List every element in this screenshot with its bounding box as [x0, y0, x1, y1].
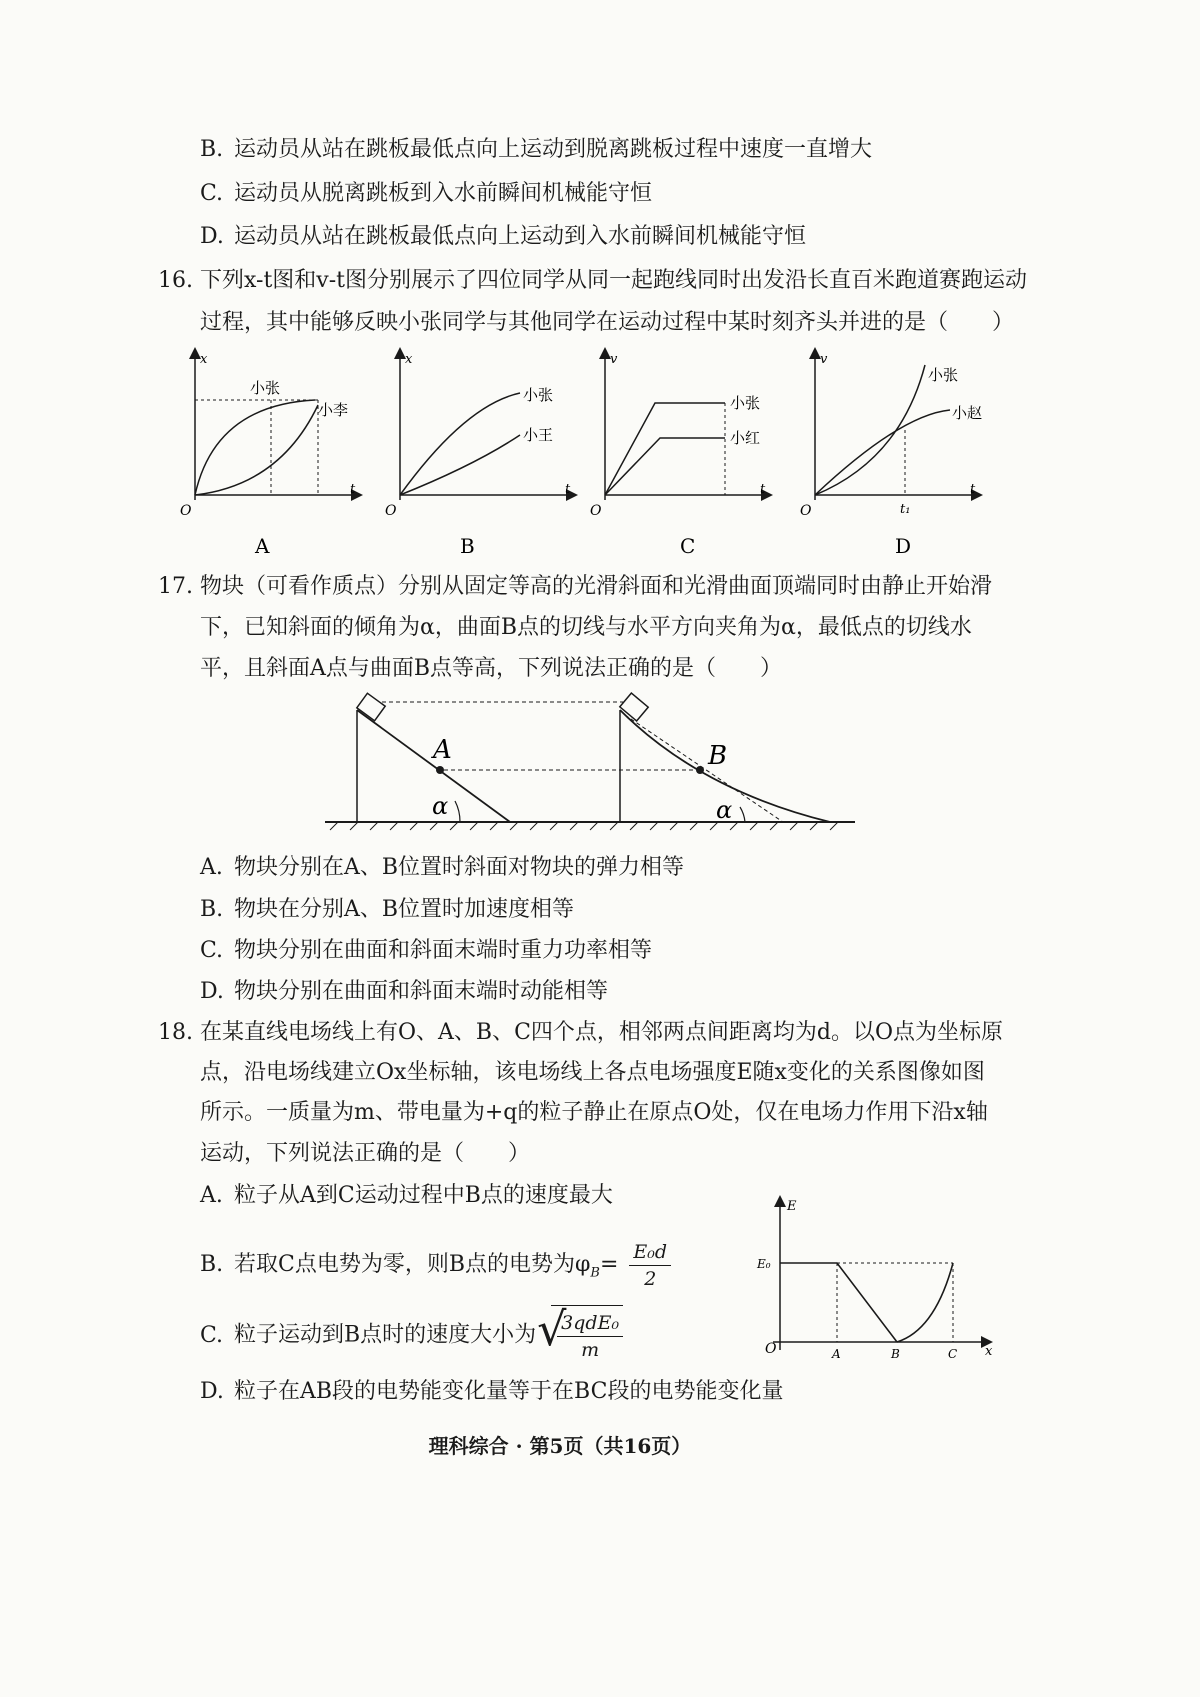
graph-c-x-label: t — [760, 482, 766, 497]
q17-label-b: B — [708, 741, 728, 771]
q17-stem-line1: 物块（可看作质点）分别从固定等高的光滑斜面和光滑曲面顶端同时由静止开始滑 — [200, 574, 993, 599]
graph-a-x-label: t — [350, 482, 356, 497]
graph-d-tick-t1: t₁ — [900, 502, 911, 517]
graph-d-caption: D — [895, 534, 912, 558]
q18-stem-line2: 点，沿电场线建立Ox坐标轴，该电场线上各点电场强度E随x变化的关系图像如图 — [200, 1060, 985, 1085]
graph-a-caption: A — [255, 534, 270, 558]
q17-option-d: D. 物块分别在曲面和斜面末端时动能相等 — [200, 979, 609, 1004]
q15-option-b: B. 运动员从站在跳板最低点向上运动到脱离跳板过程中速度一直增大 — [200, 137, 873, 162]
q18-graph-origin: O — [765, 1341, 777, 1357]
graph-c-label-hong: 小红 — [730, 429, 761, 447]
graph-b-label-wang: 小王 — [523, 426, 554, 444]
q18-graph-tick-c: C — [948, 1347, 958, 1361]
graph-c-origin: O — [590, 503, 602, 519]
graph-a-label-li: 小李 — [318, 401, 349, 419]
graph-c — [590, 350, 770, 558]
q18-stem-line3: 所示。一质量为m、带电量为+q的粒子静止在原点O处，仅在电场力作用下沿x轴 — [200, 1100, 988, 1125]
graph-d-x-label: t — [970, 482, 976, 497]
q17-label-a: A — [433, 735, 452, 765]
q17-angle-2: α — [716, 796, 733, 824]
graph-d-label-zhao: 小赵 — [952, 404, 983, 422]
q18-e-x-graph — [745, 1190, 1005, 1370]
graph-c-label-zhang: 小张 — [730, 394, 761, 412]
graph-b-caption: B — [460, 534, 475, 558]
graph-d-y-label: v — [820, 352, 828, 367]
q17-figure — [320, 690, 860, 840]
graph-b-x-label: t — [565, 482, 571, 497]
q16-number: 16. — [158, 268, 193, 293]
q17-option-b: B. 物块在分别A、B位置时加速度相等 — [200, 897, 575, 922]
q18-option-d: D. 粒子在AB段的电势能变化量等于在BC段的电势能变化量 — [200, 1379, 784, 1404]
q16-graphs — [170, 345, 990, 565]
q18-c-sqrt: √ $\frac{\text{3qdE₀}}{m}$ — [551, 1305, 623, 1366]
q18-option-c: C. 粒子运动到B点时的速度大小为 √ $\frac{\text{3qdE₀}}{m}$ — [200, 1305, 623, 1366]
q17-stem-line3: 平，且斜面A点与曲面B点等高，下列说法正确的是（ ） — [200, 656, 783, 681]
graph-b-y-label: x — [405, 352, 413, 367]
sqrt-icon: √ — [537, 1302, 567, 1356]
graph-c-y-label: v — [610, 352, 618, 367]
q18-option-b: B. 若取C点电势为零，则B点的电势为$\varphi_B=$ $\frac{\text{E₀d}}{2}$ — [200, 1235, 671, 1303]
graph-b — [385, 350, 575, 558]
q18-option-a: A. 粒子从A到C运动过程中B点的速度最大 — [200, 1183, 613, 1208]
q15-option-c: C. 运动员从脱离跳板到入水前瞬间机械能守恒 — [200, 181, 653, 206]
graph-a-label-zhang: 小张 — [250, 379, 281, 397]
graph-a — [180, 350, 360, 558]
q16-stem-line2: 过程，其中能够反映小张同学与其他同学在运动过程中某时刻齐头并进的是（ ） — [200, 310, 1015, 335]
q16-stem-line1: 下列x-t图和v-t图分别展示了四位同学从同一起跑线同时出发沿长直百米跑道赛跑运动 — [200, 268, 1028, 293]
q18-stem-line4: 运动，下列说法正确的是（ ） — [200, 1141, 531, 1166]
q15-option-d: D. 运动员从站在跳板最低点向上运动到入水前瞬间机械能守恒 — [200, 224, 807, 249]
graph-a-origin: O — [180, 503, 192, 519]
q18-b-fraction: $\frac{\text{E₀d}}{2}$ — [629, 1239, 671, 1292]
q18-graph-tick-a: A — [832, 1347, 841, 1361]
q17-option-a: A. 物块分别在A、B位置时斜面对物块的弹力相等 — [200, 855, 685, 880]
q18-number: 18. — [158, 1020, 193, 1045]
q17-number: 17. — [158, 574, 193, 599]
q18-graph-y-label: E — [787, 1199, 797, 1214]
q17-option-c: C. 物块分别在曲面和斜面末端时重力功率相等 — [200, 938, 653, 963]
q17-stem-line2: 下，已知斜面的倾角为α，曲面B点的切线与水平方向夹角为α，最低点的切线水 — [200, 615, 972, 640]
graph-d-label-zhang: 小张 — [928, 366, 959, 384]
q18-stem-line1: 在某直线电场线上有O、A、B、C四个点，相邻两点间距离均为d。以O点为坐标原 — [200, 1020, 1004, 1045]
graph-d-origin: O — [800, 503, 812, 519]
graph-d — [800, 350, 982, 558]
q18-graph-tick-b: B — [891, 1347, 900, 1361]
graph-b-label-zhang: 小张 — [523, 386, 554, 404]
graph-b-origin: O — [385, 503, 397, 519]
q18-graph-e0: E₀ — [757, 1257, 771, 1271]
graph-a-y-label: x — [200, 352, 208, 367]
q18-graph-x-label: x — [985, 1344, 993, 1359]
graph-c-caption: C — [680, 534, 696, 558]
q17-angle-1: α — [432, 792, 449, 820]
page-footer: 理科综合 · 第5页（共16页） — [428, 1434, 692, 1458]
